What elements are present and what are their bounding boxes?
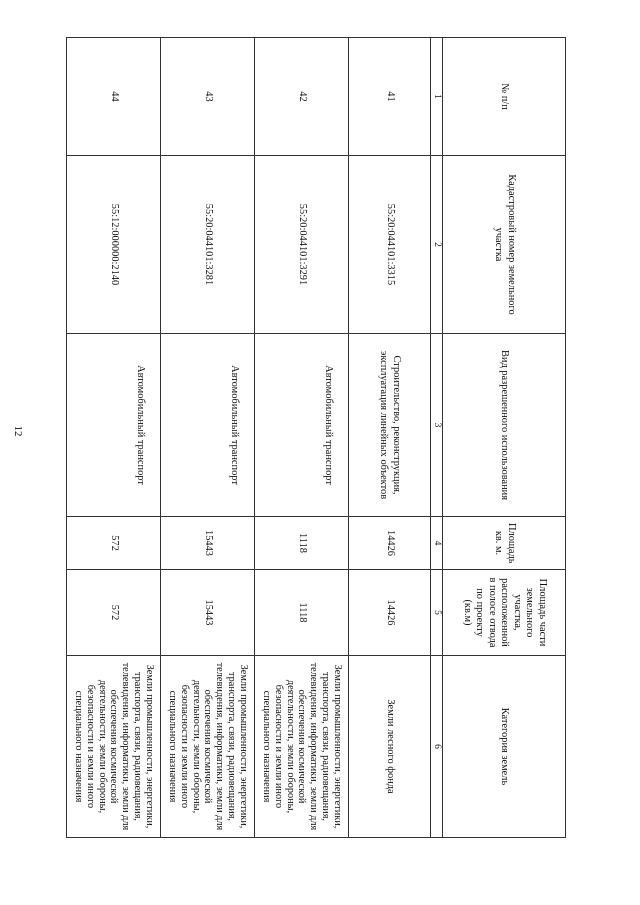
table-row — [349, 38, 431, 838]
row-number: 42 — [255, 38, 349, 156]
permitted-use: Автомобильный транспорт — [161, 334, 255, 517]
land-category: Земли промышленности, энергетики, транспорта, связи, радиовещания, телевидения, информатики, земли для обеспечения космической деятельности, земли обороны, безопасности и земли иного специального назначения — [67, 656, 161, 838]
table-row — [67, 38, 161, 838]
cadastral-number: 55:20:044101:3291 — [255, 156, 349, 334]
column-number: 2 — [431, 156, 443, 334]
permitted-use: Строительство, реконструкция, эксплуатация линейных объектов — [349, 334, 431, 517]
area: 15443 — [161, 517, 255, 570]
permitted-use: Автомобильный транспорт — [255, 334, 349, 517]
column-number: 6 — [431, 656, 443, 838]
rotated-table-container — [73, 37, 566, 837]
cadastral-number: 55:12:000000:2140 — [67, 156, 161, 334]
land-category: Земли лесного фонда — [349, 656, 431, 838]
part-area: 15443 — [161, 570, 255, 656]
page-number: 12 — [12, 425, 24, 437]
table-row — [161, 38, 255, 838]
area: 14426 — [349, 517, 431, 570]
row-number: 41 — [349, 38, 431, 156]
row-number: 44 — [67, 38, 161, 156]
cadastral-number: 55:20:044101:3281 — [161, 156, 255, 334]
land-category: Земли промышленности, энергетики, транспорта, связи, радиовещания, телевидения, информатики, земли для обеспечения космической деятельности, земли обороны, безопасности и земли иного специального назначения — [255, 656, 349, 838]
permitted-use: Автомобильный транспорт — [67, 334, 161, 517]
part-area: 14426 — [349, 570, 431, 656]
header-area: Площадь кв. м. — [443, 517, 566, 570]
table-row — [255, 38, 349, 838]
column-number: 4 — [431, 517, 443, 570]
header-permitted-use: Вид разрешенного использования — [443, 334, 566, 517]
cadastral-number: 55:20:044101:3315 — [349, 156, 431, 334]
row-number: 43 — [161, 38, 255, 156]
header-cadastral-number: Кадастровый номер земельного участка — [443, 156, 566, 334]
land-plots-table — [66, 37, 566, 838]
land-category: Земли промышленности, энергетики, транспорта, связи, радиовещания, телевидения, информатики, земли для обеспечения космической деятельности, земли обороны, безопасности и земли иного специального назначения — [161, 656, 255, 838]
part-area: 1118 — [255, 570, 349, 656]
area: 1118 — [255, 517, 349, 570]
header-land-category: Категория земель — [443, 656, 566, 838]
table-header-row — [443, 38, 566, 838]
column-number: 3 — [431, 334, 443, 517]
column-number: 5 — [431, 570, 443, 656]
part-area: 572 — [67, 570, 161, 656]
area: 572 — [67, 517, 161, 570]
header-number: № п/п — [443, 38, 566, 156]
header-part-area: Площадь части земельного участка, расположенной в полосе отвода по проекту (кв.м) — [443, 570, 566, 656]
column-number-row — [431, 38, 443, 838]
column-number: 1 — [431, 38, 443, 156]
